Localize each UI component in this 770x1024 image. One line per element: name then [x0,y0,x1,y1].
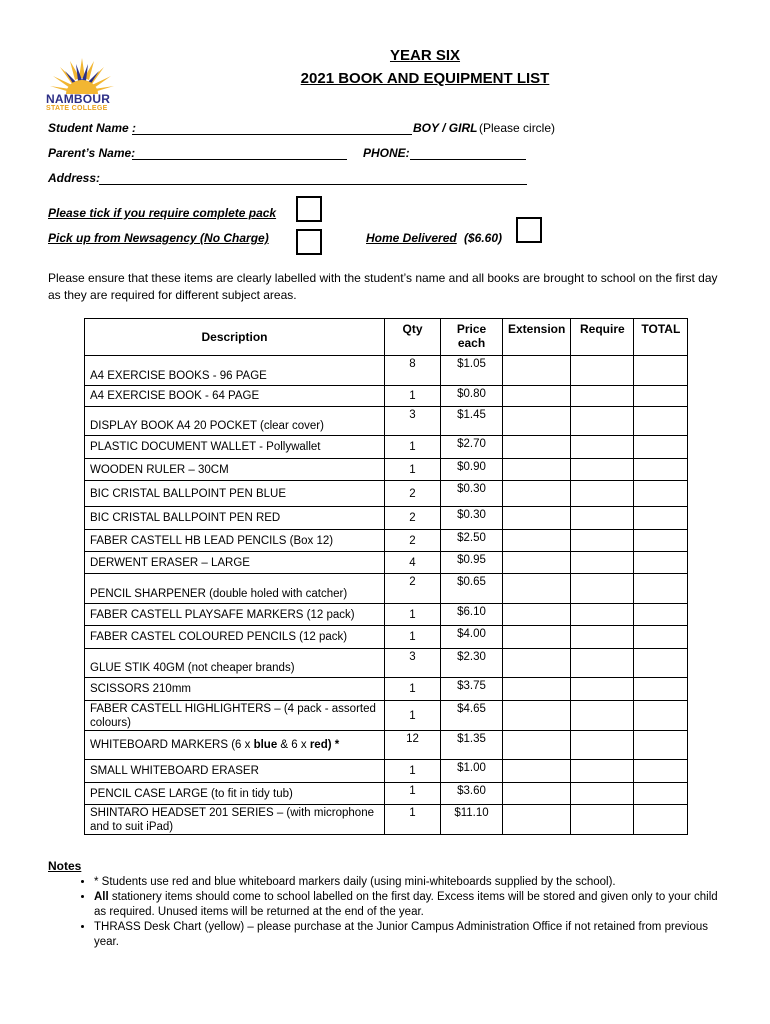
note-item: • * Students use red and blue whiteboard markers daily (using mini-whiteboards supplied by the school). [94,875,728,890]
complete-pack-label: Please tick if you require complete pack [48,206,277,220]
row-extension[interactable] [503,783,571,805]
notes-section [48,859,728,950]
row-price: $0.90 [441,459,503,481]
row-price: $0.30 [441,507,503,530]
row-description: FABER CASTELL HIGHLIGHTERS – (4 pack - assorted colours) [85,701,385,731]
row-description: SHINTARO HEADSET 201 SERIES – (with microphone and to suit iPad) [85,805,385,835]
row-price: $1.00 [441,760,503,783]
col-require: Require [571,319,634,356]
row-description: A4 EXERCISE BOOK - 64 PAGE [85,386,385,407]
row-extension[interactable] [503,407,571,436]
row-description: WOODEN RULER – 30CM [85,459,385,481]
row-description: FABER CASTELL PLAYSAFE MARKERS (12 pack) [85,604,385,626]
pickup-checkbox[interactable] [296,229,322,255]
col-qty: Qty [385,319,441,356]
row-description: DISPLAY BOOK A4 20 POCKET (clear cover) [85,407,385,436]
row-require[interactable] [571,552,634,574]
complete-pack-checkbox[interactable] [296,196,322,222]
row-require[interactable] [571,626,634,649]
note-item: • THRASS Desk Chart (yellow) – please purchase at the Junior Campus Administration Office if not retained from previous year. [94,920,728,950]
row-require[interactable] [571,574,634,604]
row-description: SMALL WHITEBOARD ERASER [85,760,385,783]
row-description-blue: blue [253,739,278,751]
row-price: $1.05 [441,356,503,386]
row-description: BIC CRISTAL BALLPOINT PEN RED [85,507,385,530]
row-description-text: WHITEBOARD MARKERS (6 x [90,739,254,751]
col-extension: Extension [503,319,571,356]
note-bold: All [94,891,109,903]
table-row [85,530,688,552]
row-description: PLASTIC DOCUMENT WALLET - Pollywallet [85,436,385,459]
row-price: $0.80 [441,386,503,407]
student-name-label: Student Name : [48,121,137,135]
home-delivered-label: Home Delivered [366,231,457,245]
row-total[interactable] [634,507,688,530]
row-extension[interactable] [503,459,571,481]
row-extension[interactable] [503,760,571,783]
table-row [85,436,688,459]
row-qty: 3 [385,649,441,678]
row-price: $2.30 [441,649,503,678]
row-total[interactable] [634,459,688,481]
row-require[interactable] [571,701,634,731]
row-require[interactable] [571,760,634,783]
row-require[interactable] [571,731,634,760]
row-total[interactable] [634,805,688,835]
row-extension[interactable] [503,701,571,731]
row-qty: 1 [385,626,441,649]
row-extension[interactable] [503,530,571,552]
notes-list [48,875,728,950]
row-extension[interactable] [503,507,571,530]
table-row [85,731,688,760]
row-qty: 1 [385,459,441,481]
row-qty: 3 [385,407,441,436]
row-qty: 2 [385,507,441,530]
row-price: $1.45 [441,407,503,436]
row-total[interactable] [634,574,688,604]
equipment-table [84,318,688,835]
phone-field[interactable] [410,159,526,160]
row-qty: 8 [385,356,441,386]
row-description: FABER CASTELL HB LEAD PENCILS (Box 12) [85,530,385,552]
row-price: $2.70 [441,436,503,459]
table-row [85,604,688,626]
row-require[interactable] [571,530,634,552]
table-row [85,481,688,507]
row-extension[interactable] [503,552,571,574]
row-qty: 4 [385,552,441,574]
col-total: TOTAL [634,319,688,356]
row-require[interactable] [571,407,634,436]
instructions-text: Please ensure that these items are clearly labelled with the student’s name and all books are brought to school on the first day as they are required for different subject areas. [48,271,718,302]
row-total[interactable] [634,731,688,760]
logo-subname: STATE COLLEGE [46,105,108,112]
row-require[interactable] [571,386,634,407]
col-description: Description [85,319,385,356]
table-row [85,507,688,530]
row-qty: 1 [385,805,441,835]
row-require[interactable] [571,678,634,701]
table-row [85,649,688,678]
logo-name: NAMBOUR [46,92,111,106]
row-total[interactable] [634,481,688,507]
parents-name-label: Parent’s Name: [48,146,136,160]
row-qty: 2 [385,530,441,552]
row-qty: 12 [385,731,441,760]
boy-girl-label[interactable]: BOY / GIRL [413,121,478,135]
row-total[interactable] [634,552,688,574]
row-qty: 1 [385,604,441,626]
row-qty: 2 [385,574,441,604]
row-total[interactable] [634,356,688,386]
row-description: PENCIL SHARPENER (double holed with catcher) [85,574,385,604]
row-price: $1.35 [441,731,503,760]
row-total[interactable] [634,386,688,407]
notes-heading: Notes [48,859,82,873]
row-total[interactable] [634,407,688,436]
row-extension[interactable] [503,436,571,459]
row-extension[interactable] [503,731,571,760]
row-total[interactable] [634,626,688,649]
table-row [85,701,688,731]
row-require[interactable] [571,783,634,805]
row-require[interactable] [571,459,634,481]
row-total[interactable] [634,701,688,731]
row-description: FABER CASTEL COLOURED PENCILS (12 pack) [85,626,385,649]
row-extension[interactable] [503,356,571,386]
row-qty: 1 [385,386,441,407]
row-description-red: red) * [309,739,340,751]
row-price: $4.65 [441,701,503,731]
home-delivered-checkbox[interactable] [516,217,542,243]
row-description-text: & 6 x [277,739,310,751]
row-price: $4.00 [441,626,503,649]
row-extension[interactable] [503,678,571,701]
row-price: $2.50 [441,530,503,552]
row-require[interactable] [571,805,634,835]
page-title: YEAR SIX [389,47,461,64]
table-row [85,678,688,701]
row-total[interactable] [634,783,688,805]
row-require[interactable] [571,649,634,678]
row-extension[interactable] [503,805,571,835]
col-price: Price each [441,319,503,356]
row-price: $11.10 [441,805,503,835]
row-qty: 1 [385,783,441,805]
parents-name-field[interactable] [132,159,347,160]
note-item [94,890,728,920]
row-require[interactable] [571,507,634,530]
pickup-label: Pick up from Newsagency (No Charge) [48,231,269,245]
address-label: Address: [48,171,101,185]
please-circle-text: (Please circle) [479,121,556,135]
row-extension[interactable] [503,649,571,678]
row-price: $3.75 [441,678,503,701]
table-row [85,386,688,407]
row-require[interactable] [571,356,634,386]
table-row [85,356,688,386]
row-price: $3.60 [441,783,503,805]
table-row [85,760,688,783]
row-extension[interactable] [503,481,571,507]
row-qty: 2 [385,481,441,507]
row-description: PENCIL CASE LARGE (to fit in tidy tub) [85,783,385,805]
table-row [85,626,688,649]
row-extension[interactable] [503,604,571,626]
row-qty: 1 [385,760,441,783]
row-price: $0.65 [441,574,503,604]
row-extension[interactable] [503,626,571,649]
row-require[interactable] [571,436,634,459]
student-name-field[interactable] [132,134,412,135]
row-require[interactable] [571,481,634,507]
row-qty: 1 [385,678,441,701]
page-subtitle: 2021 BOOK AND EQUIPMENT LIST [300,70,550,87]
phone-label: PHONE: [363,146,410,160]
row-total[interactable] [634,760,688,783]
row-description: GLUE STIK 40GM (not cheaper brands) [85,649,385,678]
table-row [85,407,688,436]
address-field[interactable] [99,184,527,185]
row-qty: 1 [385,701,441,731]
row-extension[interactable] [503,574,571,604]
row-total[interactable] [634,649,688,678]
home-delivered-price: ($6.60) [464,231,503,245]
row-description: A4 EXERCISE BOOKS - 96 PAGE [85,356,385,386]
row-price: $0.95 [441,552,503,574]
row-extension[interactable] [503,386,571,407]
table-row [85,805,688,835]
row-description: DERWENT ERASER – LARGE [85,552,385,574]
note-text: stationery items should come to school labelled on the first day. Excess items will be stored and given only to your child as required. Unused items will be returned at the end of the year. [94,891,718,918]
row-description: BIC CRISTAL BALLPOINT PEN BLUE [85,481,385,507]
row-require[interactable] [571,604,634,626]
row-total[interactable] [634,604,688,626]
row-price: $6.10 [441,604,503,626]
row-total[interactable] [634,678,688,701]
table-row [85,574,688,604]
row-total[interactable] [634,436,688,459]
row-description [85,731,385,760]
row-description: SCISSORS 210mm [85,678,385,701]
table-row [85,552,688,574]
table-row [85,459,688,481]
row-price: $0.30 [441,481,503,507]
table-row [85,783,688,805]
row-qty: 1 [385,436,441,459]
row-total[interactable] [634,530,688,552]
table-header-row [85,319,688,356]
